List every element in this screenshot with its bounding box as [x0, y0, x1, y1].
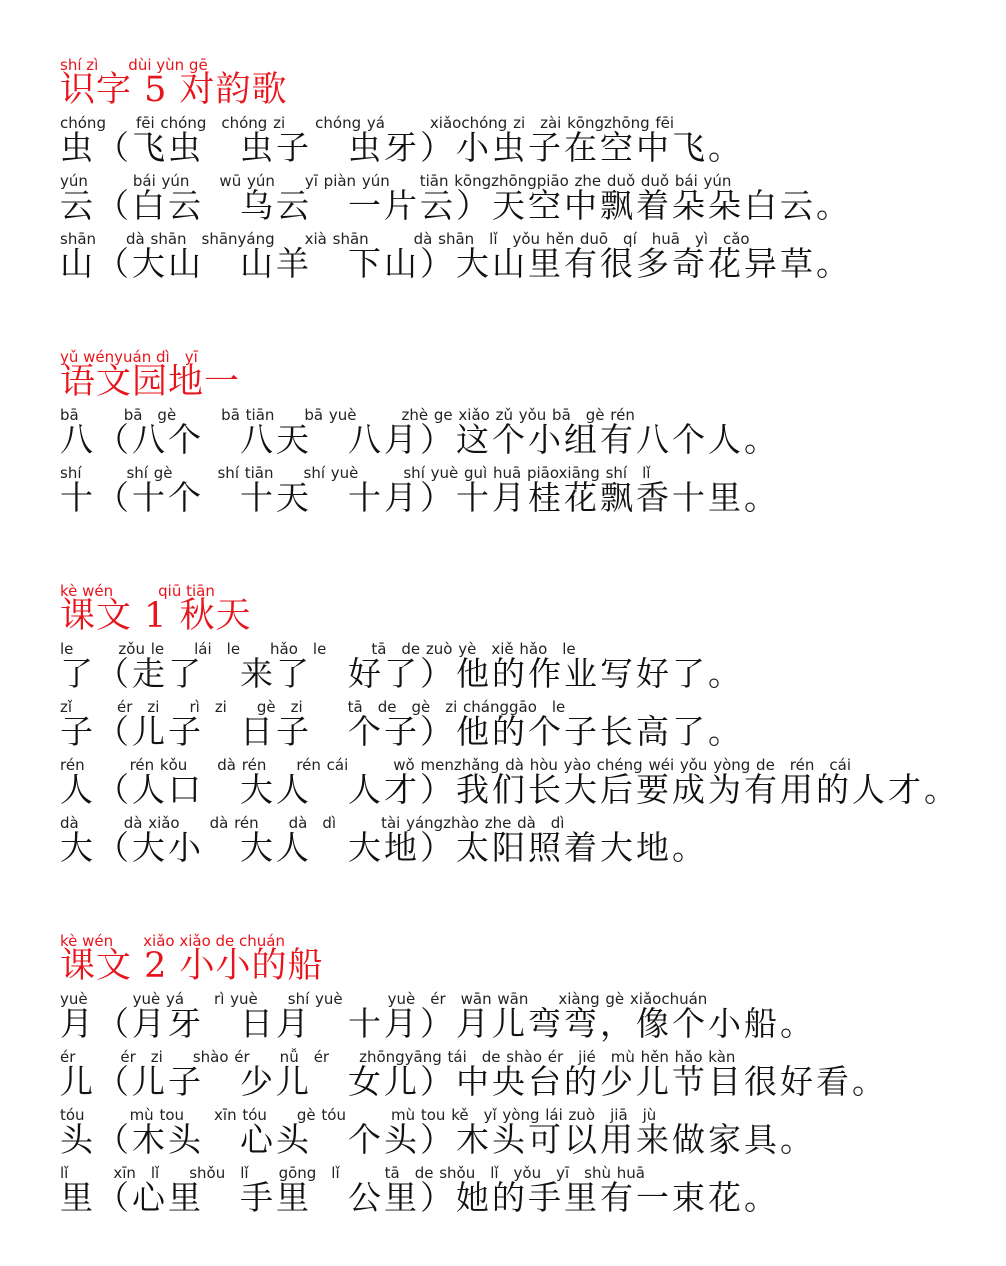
entry-le [60, 638, 1000, 696]
entry-pinyin: shān dà shān shānyáng xià shān dà shān lǐ yǒu hěn duō qí huā yì cǎo [60, 230, 750, 248]
entry-characters: 头（木头 心头 个头）木头可以用来做家具。 [60, 1120, 816, 1159]
entry-er [60, 1046, 1000, 1104]
entry-da [60, 812, 1000, 870]
entry-pinyin: chóng fēi chóng chóng zi chóng yá xiǎochóng zi zài kōngzhōng fēi [60, 114, 675, 132]
section-title-pinyin: kè wén xiǎo xiǎo de chuán [60, 932, 285, 950]
entry-yun [60, 170, 1000, 228]
entry-li [60, 1162, 1000, 1220]
section-title-pinyin: yǔ wényuán dì yī [60, 348, 198, 366]
entry-characters: 十（十个 十天 十月）十月桂花飘香十里。 [60, 478, 780, 517]
section-shizi-5 [60, 54, 1000, 284]
entry-pinyin: shí shí gè shí tiān shí yuè shí yuè guì huā piāoxiāng shí lǐ [60, 464, 651, 482]
entry-pinyin: ér ér zi shào ér nǚ ér zhōngyāng tái de shào ér jié mù hěn hǎo kàn [60, 1048, 736, 1066]
entry-pinyin: zǐ ér zi rì zi gè zi tā de gè zi chánggāo le [60, 698, 566, 716]
section-title: 语文园地一 [60, 362, 241, 402]
section-yuwen-yuandi-1 [60, 346, 1000, 521]
entry-pinyin: lǐ xīn lǐ shǒu lǐ gōng lǐ tā de shǒu lǐ yǒu yī shù huā [60, 1164, 645, 1182]
entry-characters: 大（大小 大人 大地）太阳照着大地。 [60, 828, 708, 867]
entry-shi [60, 462, 1000, 520]
entry-characters: 人（人口 大人 人才）我们长大后要成为有用的人才。 [60, 770, 960, 809]
entry-pinyin: yún bái yún wū yún yī piàn yún tiān kōngzhōngpiāo zhe duǒ duǒ bái yún [60, 172, 732, 190]
entry-pinyin: le zǒu le lái le hǎo le tā de zuò yè xiě hǎo le [60, 640, 576, 658]
entry-characters: 儿（儿子 少儿 女儿）中央台的少儿节目很好看。 [60, 1062, 888, 1101]
section-kewen-1 [60, 580, 1000, 872]
entry-ren [60, 754, 1000, 812]
entry-pinyin: bā bā gè bā tiān bā yuè zhè ge xiǎo zǔ yǒu bā gè rén [60, 406, 635, 424]
entry-characters: 山（大山 山羊 下山）大山里有很多奇花异草。 [60, 244, 852, 283]
entry-pinyin: tóu mù tou xīn tóu gè tóu mù tou kě yǐ yòng lái zuò jiā jù [60, 1106, 657, 1124]
entry-characters: 了（走了 来了 好了）他的作业写好了。 [60, 654, 744, 693]
section-title-pinyin: shí zì dùi yùn gē [60, 56, 208, 74]
section-title: 课文 2 小小的船 [60, 946, 324, 986]
entry-characters: 子（儿子 日子 个子）他的个子长高了。 [60, 712, 744, 751]
entry-shan [60, 228, 1000, 286]
entry-tou [60, 1104, 1000, 1162]
entry-yue [60, 988, 1000, 1046]
section-kewen-2 [60, 930, 1000, 1222]
entry-characters: 里（心里 手里 公里）她的手里有一束花。 [60, 1178, 780, 1217]
section-title: 识字 5 对韵歌 [60, 70, 288, 110]
entry-chong [60, 112, 1000, 170]
entry-pinyin: dà dà xiǎo dà rén dà dì tài yángzhào zhe dà dì [60, 814, 565, 832]
entry-zi [60, 696, 1000, 754]
entry-pinyin: yuè yuè yá rì yuè shí yuè yuè ér wān wān xiàng gè xiǎochuán [60, 990, 708, 1008]
entry-characters: 八（八个 八天 八月）这个小组有八个人。 [60, 420, 780, 459]
entry-ba [60, 404, 1000, 462]
section-title: 课文 1 秋天 [60, 596, 252, 636]
section-title-pinyin: kè wén qiū tiān [60, 582, 215, 600]
entry-characters: 月（月牙 日月 十月）月儿弯弯，像个小船。 [60, 1004, 816, 1043]
entry-characters: 虫（飞虫 虫子 虫牙）小虫子在空中飞。 [60, 128, 744, 167]
entry-pinyin: rén rén kǒu dà rén rén cái wǒ menzhǎng dà hòu yào chéng wéi yǒu yòng de rén cái [60, 756, 851, 774]
entry-characters: 云（白云 乌云 一片云）天空中飘着朵朵白云。 [60, 186, 852, 225]
